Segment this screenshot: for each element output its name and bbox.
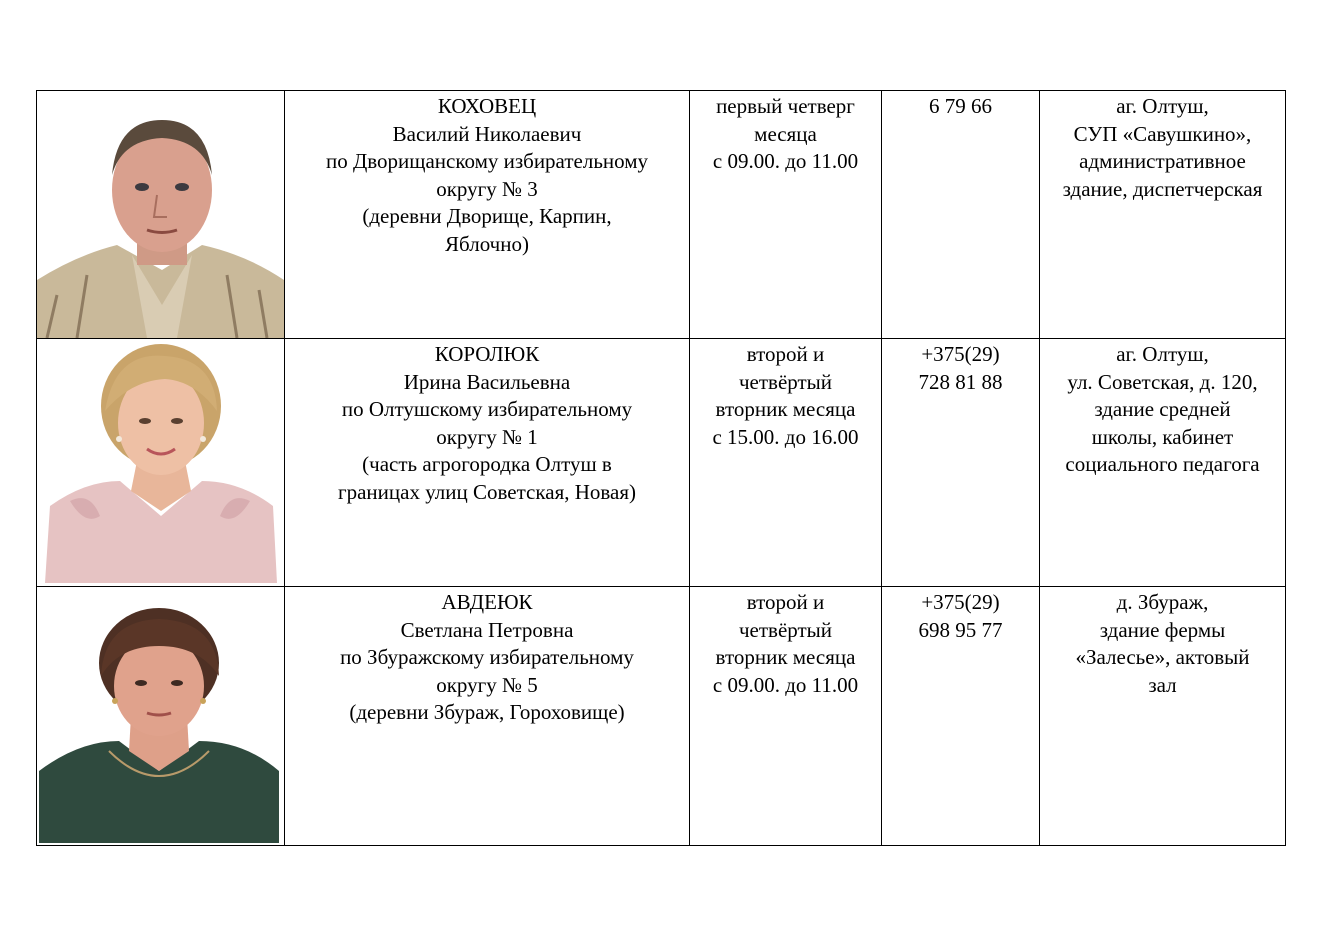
deputy-surname: КОРОЛЮК — [434, 342, 540, 366]
place-line: здание средней — [1094, 397, 1231, 421]
deputy-district: по Олтушскому избирательному — [341, 397, 633, 421]
schedule-line: четвёртый — [738, 369, 833, 394]
deputy-district-number: округу № 3 — [436, 176, 538, 201]
schedule-line: с 15.00. до 16.00 — [712, 424, 859, 449]
phone-number: 728 81 88 — [918, 369, 1003, 394]
schedule-line: вторник месяца — [715, 645, 856, 669]
place-cell — [1040, 587, 1286, 846]
deputy-villages: (часть агрогородка Олтуш в — [362, 452, 612, 476]
schedule-line: четвёртый — [738, 617, 833, 642]
deputy-given-names: Светлана Петровна — [400, 617, 574, 642]
schedule-line: второй и — [746, 590, 825, 614]
place-cell — [1040, 339, 1286, 587]
place-line: здание фермы — [1099, 617, 1226, 642]
deputy-district: по Дворищанскому избирательному — [325, 149, 649, 173]
place-line: здание, диспетчерская — [1062, 176, 1263, 201]
schedule-cell — [690, 339, 882, 587]
phone-cell — [882, 91, 1040, 339]
deputy-info-cell — [285, 91, 690, 339]
phone-code: +375(29) — [921, 342, 1000, 366]
place-line: административное — [1079, 149, 1246, 173]
deputy-surname: КОХОВЕЦ — [437, 94, 537, 118]
deputy-surname: АВДЕЮК — [441, 590, 533, 614]
place-line: аг. Олтуш, — [1116, 94, 1209, 118]
table-row — [37, 587, 1286, 846]
place-line: зал — [1148, 672, 1177, 697]
phone-code: +375(29) — [921, 590, 1000, 614]
table-row — [37, 91, 1286, 339]
deputy-villages: (деревни Дворище, Карпин, — [362, 204, 612, 228]
schedule-line: второй и — [746, 342, 825, 366]
deputy-info-cell — [285, 339, 690, 587]
photo-cell — [37, 91, 285, 339]
phone-cell — [882, 339, 1040, 587]
schedule-line: первый четверг — [716, 94, 855, 118]
schedule-line: с 09.00. до 11.00 — [712, 672, 859, 697]
place-line: д. Збураж, — [1116, 590, 1209, 614]
deputy-villages-cont: Яблочно) — [445, 231, 529, 256]
schedule-line: вторник месяца — [715, 397, 856, 421]
place-line: СУП «Савушкино», — [1073, 121, 1252, 146]
deputy-given-names: Ирина Васильевна — [403, 369, 571, 394]
portrait-photo — [37, 105, 284, 338]
place-line: социального педагога — [1065, 452, 1260, 476]
phone-cell — [882, 587, 1040, 846]
deputy-villages-cont: границах улиц Советская, Новая) — [337, 479, 637, 504]
photo-cell — [37, 339, 285, 587]
place-cell — [1040, 91, 1286, 339]
deputy-villages: (деревни Збураж, Гороховище) — [349, 700, 625, 724]
phone-number: 6 79 66 — [929, 94, 992, 118]
photo-cell — [37, 587, 285, 846]
portrait-photo — [45, 341, 277, 583]
deputy-district: по Збуражскому избирательному — [340, 645, 634, 669]
schedule-cell — [690, 587, 882, 846]
place-line: аг. Олтуш, — [1116, 342, 1209, 366]
table-row — [37, 339, 1286, 587]
place-line: ул. Советская, д. 120, — [1067, 369, 1258, 394]
deputy-given-names: Василий Николаевич — [392, 121, 582, 146]
deputy-info-cell — [285, 587, 690, 846]
phone-number: 698 95 77 — [918, 617, 1003, 642]
deputy-district-number: округу № 5 — [436, 672, 538, 697]
schedule-line: с 09.00. до 11.00 — [712, 149, 859, 173]
portrait-photo — [39, 601, 279, 843]
place-line: «Залесье», актовый — [1075, 645, 1250, 669]
deputies-table — [36, 90, 1286, 846]
deputy-district-number: округу № 1 — [436, 424, 538, 449]
schedule-cell — [690, 91, 882, 339]
schedule-line: месяца — [754, 121, 817, 146]
place-line: школы, кабинет — [1091, 424, 1234, 449]
